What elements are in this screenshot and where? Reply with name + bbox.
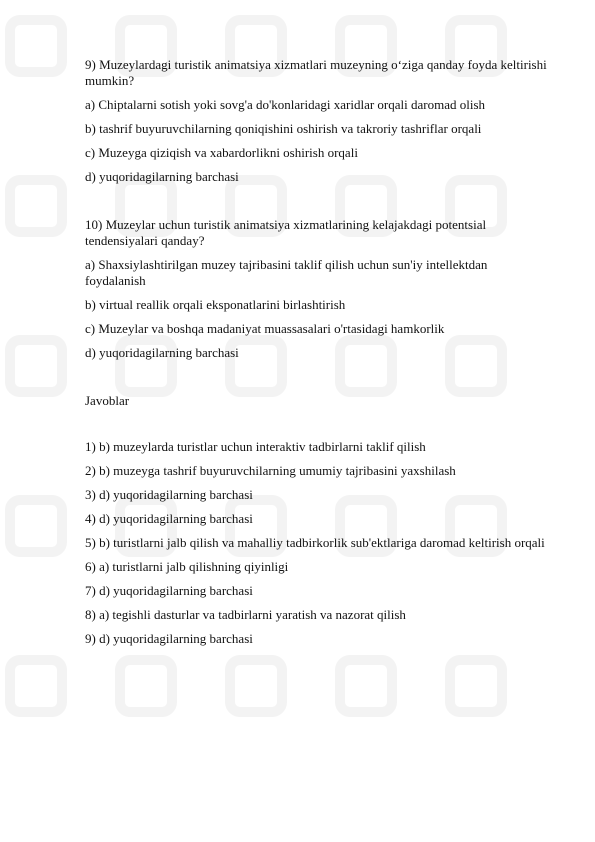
- answer-item: 1) b) muzeylarda turistlar uchun interaktiv tadbirlarni taklif qilish: [85, 439, 426, 454]
- answer-item: 2) b) muzeyga tashrif buyuruvchilarning umumiy tajribasini yaxshilash: [85, 463, 456, 478]
- answer-item: 4) d) yuqoridagilarning barchasi: [85, 511, 253, 526]
- document-page: [85, 57, 550, 655]
- answer-item: 5) b) turistlarni jalb qilish va mahalliy tadbirkorlik sub'ektlariga daromad keltirish orqali: [85, 535, 545, 550]
- spacer: [85, 369, 550, 393]
- answers-heading: Javoblar: [85, 393, 130, 408]
- question-9-option-d: d) yuqoridagilarning barchasi: [85, 169, 239, 184]
- question-10-option-d: d) yuqoridagilarning barchasi: [85, 345, 239, 360]
- answers-list: [85, 439, 550, 647]
- question-9-title: 9) Muzeylardagi turistik animatsiya xizmatlari muzeyning o‘ziga qanday foyda keltirishi mumkin?: [85, 57, 547, 88]
- question-9-option-c: c) Muzeyga qiziqish va xabardorlikni oshirish orqali: [85, 145, 358, 160]
- answer-item: 7) d) yuqoridagilarning barchasi: [85, 583, 253, 598]
- question-10-option-a: a) Shaxsiylashtirilgan muzey tajribasini taklif qilish uchun sun'iy intellektdan foydalanish: [85, 257, 488, 288]
- question-10-title: 10) Muzeylar uchun turistik animatsiya xizmatlarining kelajakdagi potentsial tendensiyalari qanday?: [85, 217, 487, 248]
- answer-item: 3) d) yuqoridagilarning barchasi: [85, 487, 253, 502]
- answer-item: 6) a) turistlarni jalb qilishning qiyinligi: [85, 559, 289, 574]
- question-10-option-b: b) virtual reallik orqali eksponatlarini birlashtirish: [85, 297, 346, 312]
- answer-item: 8) a) tegishli dasturlar va tadbirlarni yaratish va nazorat qilish: [85, 607, 406, 622]
- spacer: [85, 193, 550, 217]
- question-10: [85, 217, 550, 361]
- question-10-option-c: c) Muzeylar va boshqa madaniyat muassasalari o'rtasidagi hamkorlik: [85, 321, 445, 336]
- question-9-option-b: b) tashrif buyuruvchilarning qoniqishini oshirish va takroriy tashriflar orqali: [85, 121, 482, 136]
- question-9-option-a: a) Chiptalarni sotish yoki sovg'a do'konlaridagi xaridlar orqali daromad olish: [85, 97, 486, 112]
- answer-item: 9) d) yuqoridagilarning barchasi: [85, 631, 253, 646]
- question-9: [85, 57, 550, 185]
